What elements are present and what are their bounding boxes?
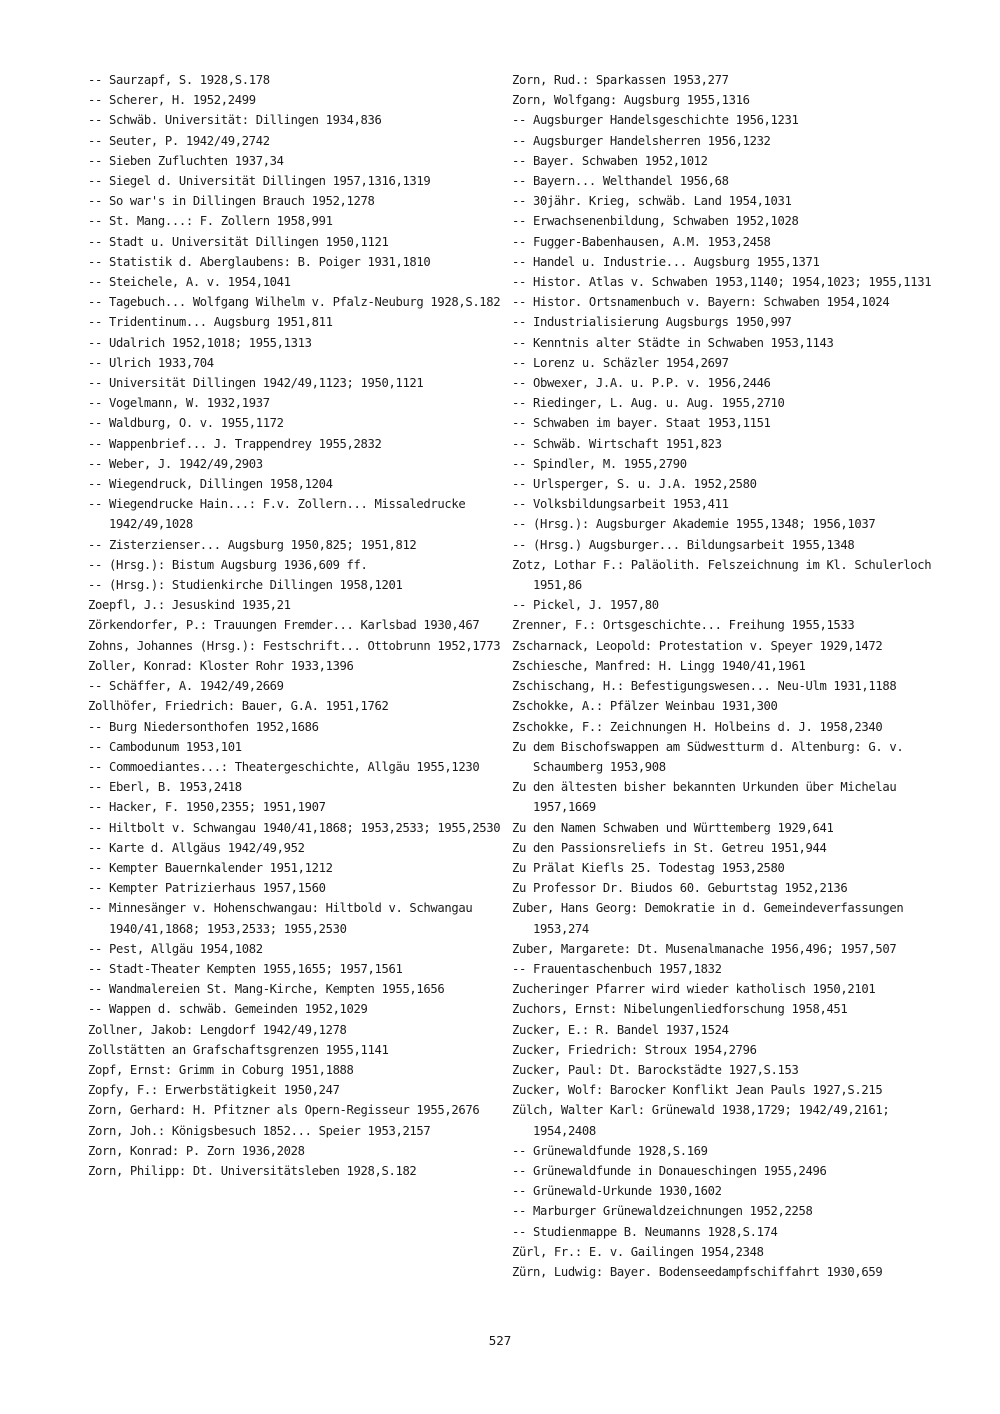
index-entry: Zschiesche, Manfred: H. Lingg 1940/41,1961 xyxy=(512,658,806,673)
index-entry: Zorn, Gerhard: H. Pfitzner als Opern-Regisseur 1955,2676 xyxy=(88,1103,480,1118)
index-entry: -- Schwäb. Wirtschaft 1951,823 xyxy=(512,436,722,451)
index-column-left xyxy=(88,70,508,1181)
index-entry: Zucker, Friedrich: Stroux 1954,2796 xyxy=(512,1042,757,1057)
index-entry: -- Handel u. Industrie... Augsburg 1955,1371 xyxy=(512,254,820,269)
index-entry: -- Eberl, B. 1953,2418 xyxy=(88,780,242,795)
index-entry: Zschischang, H.: Befestigungswesen... Neu-Ulm 1931,1188 xyxy=(512,679,897,694)
index-entry: -- Hacker, F. 1950,2355; 1951,1907 xyxy=(88,800,326,815)
index-entry: Zuber, Hans Georg: Demokratie in d. Gemeindeverfassungen 1953,274 xyxy=(512,901,904,936)
index-entry: -- Universität Dillingen 1942/49,1123; 1950,1121 xyxy=(88,376,424,391)
index-entry: -- Tagebuch... Wolfgang Wilhelm v. Pfalz-Neuburg 1928,S.182 xyxy=(88,295,501,310)
index-entry: Zorn, Konrad: P. Zorn 1936,2028 xyxy=(88,1143,305,1158)
index-entry: Zucker, Wolf: Barocker Konflikt Jean Pauls 1927,S.215 xyxy=(512,1083,883,1098)
index-entry: Zschokke, F.: Zeichnungen H. Holbeins d. J. 1958,2340 xyxy=(512,719,883,734)
index-entry: Zu dem Bischofswappen am Südwestturm d. Altenburg: G. v. Schaumberg 1953,908 xyxy=(512,739,904,774)
index-entry: -- Kempter Patrizierhaus 1957,1560 xyxy=(88,881,326,896)
index-entry: -- Histor. Atlas v. Schwaben 1953,1140; 1954,1023; 1955,1131 xyxy=(512,275,932,290)
index-entry: Zschokke, A.: Pfälzer Weinbau 1931,300 xyxy=(512,699,778,714)
index-entry: -- So war's in Dillingen Brauch 1952,1278 xyxy=(88,194,375,209)
index-entry: -- Statistik d. Aberglaubens: B. Poiger 1931,1810 xyxy=(88,254,431,269)
index-entry: Zorn, Philipp: Dt. Universitätsleben 1928,S.182 xyxy=(88,1163,417,1178)
index-entry: -- Frauentaschenbuch 1957,1832 xyxy=(512,961,722,976)
index-entry: -- Ulrich 1933,704 xyxy=(88,355,214,370)
index-entry: -- Grünewaldfunde in Donaueschingen 1955,2496 xyxy=(512,1163,827,1178)
index-entry: -- Erwachsenenbildung, Schwaben 1952,1028 xyxy=(512,214,799,229)
index-entry: Zucheringer Pfarrer wird wieder katholisch 1950,2101 xyxy=(512,982,876,997)
index-entry: Zopfy, F.: Erwerbstätigkeit 1950,247 xyxy=(88,1083,340,1098)
index-entry: -- Kempter Bauernkalender 1951,1212 xyxy=(88,860,333,875)
index-entry: -- (Hrsg.): Bistum Augsburg 1936,609 ff. xyxy=(88,557,368,572)
index-entry: -- Augsburger Handelsherren 1956,1232 xyxy=(512,133,771,148)
index-entry: -- Scherer, H. 1952,2499 xyxy=(88,93,256,108)
index-entry: -- Pest, Allgäu 1954,1082 xyxy=(88,941,263,956)
index-entry: -- Wappen d. schwäb. Gemeinden 1952,1029 xyxy=(88,1002,368,1017)
index-entry: -- Studienmappe B. Neumanns 1928,S.174 xyxy=(512,1224,778,1239)
index-entry: Zollhöfer, Friedrich: Bauer, G.A. 1951,1762 xyxy=(88,699,389,714)
index-entry: Zscharnack, Leopold: Protestation v. Speyer 1929,1472 xyxy=(512,638,883,653)
index-entry: Zopf, Ernst: Grimm in Coburg 1951,1888 xyxy=(88,1062,354,1077)
index-entry: -- Bayern... Welthandel 1956,68 xyxy=(512,174,729,189)
index-entry: Zotz, Lothar F.: Paläolith. Felszeichnung im Kl. Schulerloch 1951,86 xyxy=(512,557,932,593)
index-entry: Zohns, Johannes (Hrsg.): Festschrift... Ottobrunn 1952,1773 xyxy=(88,638,501,653)
index-entry: -- Karte d. Allgäus 1942/49,952 xyxy=(88,840,305,855)
index-entry: -- Steichele, A. v. 1954,1041 xyxy=(88,275,291,290)
index-entry: Zucker, Paul: Dt. Barockstädte 1927,S.153 xyxy=(512,1062,799,1077)
index-column-right xyxy=(512,70,942,1282)
index-entry: -- Industrialisierung Augsburgs 1950,997 xyxy=(512,315,792,330)
index-entry: Zu Professor Dr. Biudos 60. Geburtstag 1952,2136 xyxy=(512,881,848,896)
index-entry: Zürn, Ludwig: Bayer. Bodenseedampfschiffahrt 1930,659 xyxy=(512,1264,883,1279)
index-entry: -- Volksbildungsarbeit 1953,411 xyxy=(512,497,729,512)
index-entry: -- Fugger-Babenhausen, A.M. 1953,2458 xyxy=(512,234,771,249)
index-entry: Zuchors, Ernst: Nibelungenliedforschung 1958,451 xyxy=(512,1002,848,1017)
index-entry: -- Tridentinum... Augsburg 1951,811 xyxy=(88,315,333,330)
index-entry: -- Pickel, J. 1957,80 xyxy=(512,598,659,613)
index-entry: -- Zisterzienser... Augsburg 1950,825; 1951,812 xyxy=(88,537,417,552)
index-entry: -- Schäffer, A. 1942/49,2669 xyxy=(88,679,284,694)
index-entry: -- Commoediantes...: Theatergeschichte, Allgäu 1955,1230 xyxy=(88,759,480,774)
index-entry: Zollstätten an Grafschaftsgrenzen 1955,1141 xyxy=(88,1042,389,1057)
index-entry: Zorn, Wolfgang: Augsburg 1955,1316 xyxy=(512,93,750,108)
index-entry: -- St. Mang...: F. Zollern 1958,991 xyxy=(88,214,333,229)
index-entry: -- Seuter, P. 1942/49,2742 xyxy=(88,133,270,148)
index-entry: -- Weber, J. 1942/49,2903 xyxy=(88,456,263,471)
index-entry: -- Udalrich 1952,1018; 1955,1313 xyxy=(88,335,312,350)
index-entry: Zoepfl, J.: Jesuskind 1935,21 xyxy=(88,598,291,613)
index-entry: -- Burg Niedersonthofen 1952,1686 xyxy=(88,719,319,734)
index-entry: -- Histor. Ortsnamenbuch v. Bayern: Schwaben 1954,1024 xyxy=(512,295,890,310)
index-entry: Zoller, Konrad: Kloster Rohr 1933,1396 xyxy=(88,658,354,673)
index-entry: -- (Hrsg.): Studienkirche Dillingen 1958,1201 xyxy=(88,578,403,593)
index-entry: -- Wiegendruck, Dillingen 1958,1204 xyxy=(88,477,333,492)
index-entry: Zülch, Walter Karl: Grünewald 1938,1729; 1942/49,2161; 1954,2408 xyxy=(512,1103,890,1138)
index-entry: -- Wandmalereien St. Mang-Kirche, Kempten 1955,1656 xyxy=(88,982,445,997)
index-entry: -- Schwäb. Universität: Dillingen 1934,836 xyxy=(88,113,382,128)
index-entry: -- Bayer. Schwaben 1952,1012 xyxy=(512,153,708,168)
index-entry: Zu den Passionsreliefs in St. Getreu 1951,944 xyxy=(512,840,827,855)
index-entry: Zuber, Margarete: Dt. Musenalmanache 1956,496; 1957,507 xyxy=(512,941,897,956)
index-entry: Zürl, Fr.: E. v. Gailingen 1954,2348 xyxy=(512,1244,764,1259)
index-entry: -- Urlsperger, S. u. J.A. 1952,2580 xyxy=(512,477,757,492)
index-entry: -- Marburger Grünewaldzeichnungen 1952,2258 xyxy=(512,1204,813,1219)
index-entry: -- Augsburger Handelsgeschichte 1956,1231 xyxy=(512,113,799,128)
index-entry: Zu den Namen Schwaben und Württemberg 1929,641 xyxy=(512,820,834,835)
index-entry: Zucker, E.: R. Bandel 1937,1524 xyxy=(512,1022,729,1037)
index-entry: -- Riedinger, L. Aug. u. Aug. 1955,2710 xyxy=(512,396,785,411)
index-entry: -- Vogelmann, W. 1932,1937 xyxy=(88,396,270,411)
index-entry: -- 30jähr. Krieg, schwäb. Land 1954,1031 xyxy=(512,194,792,209)
index-entry: Zu den ältesten bisher bekannten Urkunden über Michelau 1957,1669 xyxy=(512,780,897,815)
index-entry: Zollner, Jakob: Lengdorf 1942/49,1278 xyxy=(88,1022,347,1037)
index-entry: Zrenner, F.: Ortsgeschichte... Freihung 1955,1533 xyxy=(512,618,855,633)
index-entry: -- Cambodunum 1953,101 xyxy=(88,739,242,754)
index-entry: -- Stadt-Theater Kempten 1955,1655; 1957,1561 xyxy=(88,961,403,976)
index-entry: Zu Prälat Kiefls 25. Todestag 1953,2580 xyxy=(512,860,785,875)
index-entry: Zorn, Rud.: Sparkassen 1953,277 xyxy=(512,73,729,87)
index-entry: -- Stadt u. Universität Dillingen 1950,1121 xyxy=(88,234,389,249)
index-entry: -- Grünewaldfunde 1928,S.169 xyxy=(512,1143,708,1158)
index-entry: -- Hiltbolt v. Schwangau 1940/41,1868; 1953,2533; 1955,2530 xyxy=(88,820,501,835)
index-entry: -- Siegel d. Universität Dillingen 1957,1316,1319 xyxy=(88,174,431,189)
index-entry: -- Wiegendrucke Hain...: F.v. Zollern... Missaledrucke 1942/49,1028 xyxy=(88,497,466,532)
index-entry: -- Waldburg, O. v. 1955,1172 xyxy=(88,416,284,431)
index-entry: -- Obwexer, J.A. u. P.P. v. 1956,2446 xyxy=(512,376,771,391)
index-entry: -- Kenntnis alter Städte in Schwaben 1953,1143 xyxy=(512,335,834,350)
index-entry: -- Lorenz u. Schäzler 1954,2697 xyxy=(512,355,729,370)
index-entry: -- Schwaben im bayer. Staat 1953,1151 xyxy=(512,416,771,431)
index-entry: -- Minnesänger v. Hohenschwangau: Hiltbold v. Schwangau 1940/41,1868; 1953,2533; 1955,2530 xyxy=(88,901,473,936)
index-entry: Zörkendorfer, P.: Trauungen Fremder... Karlsbad 1930,467 xyxy=(88,618,480,633)
index-entry: -- Saurzapf, S. 1928,S.178 xyxy=(88,73,270,87)
index-entry: -- Sieben Zufluchten 1937,34 xyxy=(88,153,284,168)
page-number: 527 xyxy=(488,1333,512,1348)
index-entry: -- Spindler, M. 1955,2790 xyxy=(512,456,687,471)
index-entry: -- (Hrsg.) Augsburger... Bildungsarbeit 1955,1348 xyxy=(512,537,855,552)
index-entry: -- (Hrsg.): Augsburger Akademie 1955,1348; 1956,1037 xyxy=(512,517,876,532)
index-entry: -- Wappenbrief... J. Trappendrey 1955,2832 xyxy=(88,436,382,451)
index-entry: Zorn, Joh.: Königsbesuch 1852... Speier 1953,2157 xyxy=(88,1123,431,1138)
index-entry: -- Grünewald-Urkunde 1930,1602 xyxy=(512,1184,722,1199)
